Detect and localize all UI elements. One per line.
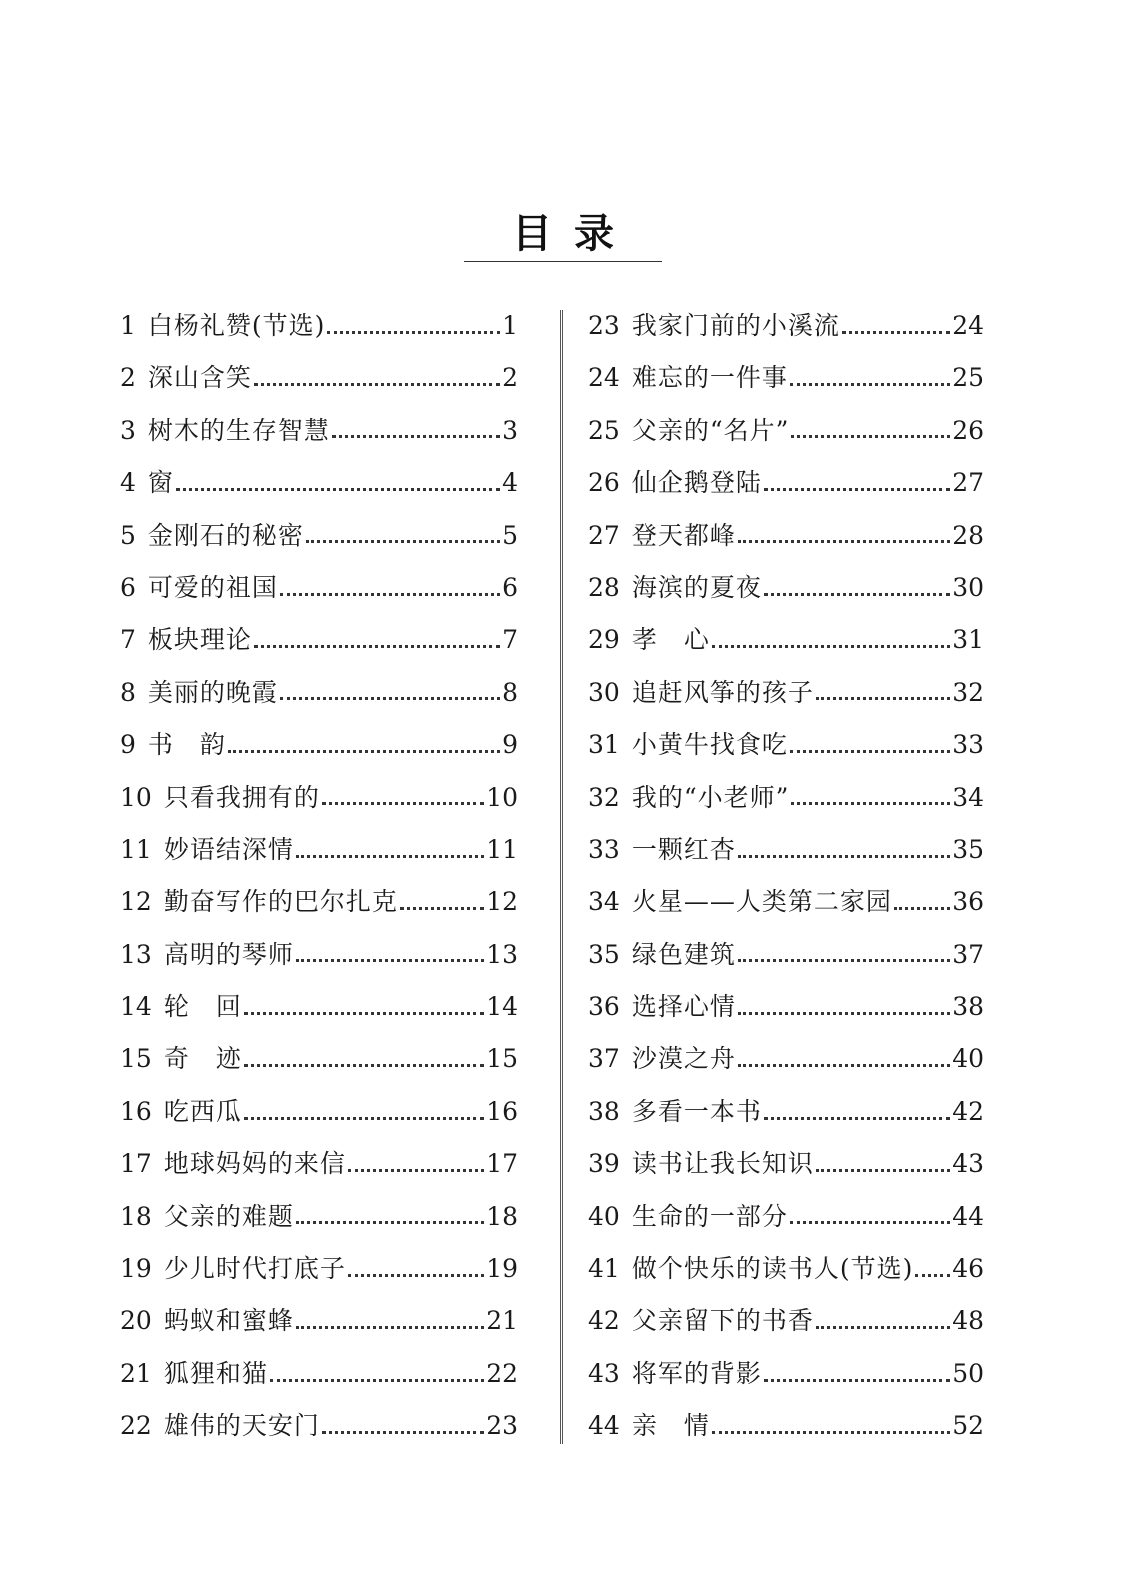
toc-entry-title: 奇 迹 — [163, 1044, 242, 1074]
toc-entry-number: 9 — [120, 730, 136, 760]
toc-entry-number: 36 — [588, 992, 620, 1022]
toc-entry-title: 书 韵 — [147, 730, 226, 760]
toc-entry-leader — [306, 540, 500, 543]
title-underline — [464, 261, 662, 262]
toc-entry-title: 金刚石的秘密 — [147, 520, 304, 550]
toc-entry-page: 5 — [502, 520, 518, 550]
toc-entry-number: 3 — [120, 415, 136, 445]
toc-entry-leader — [348, 1274, 484, 1277]
toc-entry[interactable] — [120, 457, 518, 509]
toc-entry-title: 可爱的祖国 — [147, 572, 278, 602]
toc-entry-number: 32 — [588, 782, 620, 812]
toc-entry-number: 5 — [120, 520, 136, 550]
toc-entry-page: 13 — [486, 939, 518, 969]
toc-entry-number: 7 — [120, 625, 136, 655]
toc-entry-page: 26 — [952, 415, 984, 445]
toc-entry-leader — [332, 435, 500, 438]
toc-entry-leader — [790, 383, 950, 386]
toc-entry[interactable] — [588, 719, 984, 771]
toc-entry-page: 32 — [952, 677, 984, 707]
toc-entry-title: 登天都峰 — [631, 520, 736, 550]
toc-entry-leader — [915, 1274, 950, 1277]
toc-entry-title: 父亲留下的书香 — [631, 1306, 814, 1336]
toc-entry-leader — [816, 697, 950, 700]
column-divider — [560, 310, 563, 1444]
toc-entry-title: 多看一本书 — [631, 1096, 762, 1126]
toc-entry-leader — [244, 1012, 484, 1015]
toc-entry[interactable] — [120, 300, 518, 352]
toc-entry[interactable] — [588, 1243, 984, 1295]
page-title: 目录 — [512, 210, 636, 257]
toc-entry-page: 36 — [952, 887, 984, 917]
toc-entry-title: 我家门前的小溪流 — [631, 311, 840, 340]
toc-entry-page: 2 — [502, 363, 518, 393]
toc-entry-title: 读书让我长知识 — [631, 1149, 814, 1179]
toc-entry-title: 选择心情 — [631, 992, 736, 1022]
toc-entry[interactable] — [588, 1086, 984, 1138]
toc-entry-title: 吃西瓜 — [163, 1096, 242, 1126]
toc-column-right — [588, 300, 984, 1453]
toc-entry-page: 17 — [486, 1149, 518, 1179]
toc-entry-number: 19 — [120, 1254, 152, 1284]
toc-entry-leader — [764, 1379, 950, 1382]
toc-entry[interactable] — [588, 1033, 984, 1085]
toc-entry-page: 12 — [486, 887, 518, 917]
toc-entry-title: 蚂蚁和蜜蜂 — [163, 1306, 294, 1336]
toc-entry-title: 板块理论 — [147, 625, 252, 655]
toc-entry-leader — [296, 1326, 484, 1329]
toc-entry-title: 追赶风筝的孩子 — [631, 677, 814, 707]
toc-entry-number: 37 — [588, 1044, 620, 1074]
toc-entry-page: 22 — [486, 1358, 518, 1388]
toc-entry-title: 亲 情 — [631, 1411, 710, 1441]
toc-entry-page: 38 — [952, 992, 984, 1022]
toc-entry-number: 28 — [588, 572, 620, 602]
toc-entry-leader — [790, 1221, 950, 1224]
toc-entry-title: 深山含笑 — [147, 363, 252, 393]
toc-entry-leader — [296, 855, 484, 858]
toc-entry-page: 37 — [952, 939, 984, 969]
toc-entry[interactable] — [120, 667, 518, 719]
toc-entry-number: 30 — [588, 677, 620, 707]
toc-entry[interactable] — [120, 772, 518, 824]
toc-entry-leader — [244, 1064, 484, 1067]
toc-entry-number: 29 — [588, 625, 620, 655]
toc-entry-number: 18 — [120, 1201, 152, 1231]
toc-entry[interactable] — [120, 1295, 518, 1347]
toc-entry-leader — [791, 435, 950, 438]
toc-entry-number: 39 — [588, 1149, 620, 1179]
toc-entry-page: 19 — [486, 1254, 518, 1284]
toc-entry-title: 树木的生存智慧 — [147, 415, 330, 445]
toc-entry[interactable] — [120, 1086, 518, 1138]
toc-entry-page: 34 — [952, 782, 984, 812]
toc-entry-leader — [322, 802, 484, 805]
toc-entry-page: 31 — [952, 625, 984, 655]
toc-entry[interactable] — [588, 1295, 984, 1347]
toc-entry-leader — [348, 1169, 484, 1172]
toc-entry[interactable] — [588, 929, 984, 981]
toc-entry-title: 将军的背影 — [631, 1358, 762, 1388]
toc-entry-leader — [816, 1326, 950, 1329]
toc-entry-page: 23 — [486, 1411, 518, 1441]
toc-entry-page: 1 — [502, 311, 518, 340]
toc-entry[interactable] — [120, 352, 518, 404]
toc-entry-leader — [791, 802, 950, 805]
toc-entry[interactable] — [120, 929, 518, 981]
toc-entry-page: 42 — [952, 1096, 984, 1126]
toc-entry-number: 42 — [588, 1306, 620, 1336]
toc-entry-page: 50 — [952, 1358, 984, 1388]
toc-entry-number: 41 — [588, 1254, 620, 1284]
toc-entry-page: 21 — [486, 1306, 518, 1336]
toc-entry-title: 难忘的一件事 — [631, 363, 788, 393]
toc-entry-title: 勤奋写作的巴尔扎克 — [163, 887, 398, 917]
toc-entry-page: 16 — [486, 1096, 518, 1126]
toc-entry-title: 雄伟的天安门 — [163, 1411, 320, 1441]
toc-entry-page: 52 — [952, 1411, 984, 1441]
toc-entry[interactable] — [588, 772, 984, 824]
toc-entry-leader — [244, 1117, 484, 1120]
toc-entry-title: 高明的琴师 — [163, 939, 294, 969]
toc-entry-leader — [790, 750, 950, 753]
toc-entry-leader — [712, 645, 950, 648]
toc-entry-page: 7 — [502, 625, 518, 655]
toc-entry[interactable] — [588, 457, 984, 509]
toc-entry[interactable] — [588, 562, 984, 614]
toc-entry-number: 34 — [588, 887, 620, 917]
toc-entry-leader — [254, 383, 500, 386]
toc-entry-title: 火星——人类第二家园 — [631, 887, 892, 917]
toc-entry-number: 25 — [588, 415, 620, 445]
toc-entry-page: 27 — [952, 468, 984, 498]
toc-entry-page: 9 — [502, 730, 518, 760]
toc-entry-title: 轮 回 — [163, 992, 242, 1022]
toc-entry-title: 美丽的晚霞 — [147, 677, 278, 707]
toc-entry-page: 28 — [952, 520, 984, 550]
toc-entry[interactable] — [120, 876, 518, 928]
toc-entry[interactable] — [120, 719, 518, 771]
toc-entry-title: 狐狸和猫 — [163, 1358, 268, 1388]
toc-entry-number: 22 — [120, 1411, 152, 1441]
toc-entry-title: 只看我拥有的 — [163, 782, 320, 812]
toc-entry-title: 一颗红杏 — [631, 834, 736, 864]
toc-entry-leader — [228, 750, 500, 753]
toc-entry-page: 15 — [486, 1044, 518, 1074]
toc-entry-page: 24 — [952, 311, 984, 340]
toc-entry-number: 8 — [120, 677, 136, 707]
toc-entry-title: 绿色建筑 — [631, 939, 736, 969]
toc-entry-number: 12 — [120, 887, 152, 917]
toc-entry-leader — [322, 1431, 484, 1434]
toc-entry-page: 40 — [952, 1044, 984, 1074]
toc-entry-page: 30 — [952, 572, 984, 602]
toc-entry-number: 40 — [588, 1201, 620, 1231]
toc-entry[interactable] — [588, 876, 984, 928]
toc-entry-number: 23 — [588, 311, 620, 340]
toc-entry-leader — [280, 697, 500, 700]
toc-entry-number: 43 — [588, 1358, 620, 1388]
toc-entry-title: 生命的一部分 — [631, 1201, 788, 1231]
toc-entry-leader — [712, 1431, 950, 1434]
toc-entry-number: 44 — [588, 1411, 620, 1441]
toc-entry-leader — [764, 593, 950, 596]
toc-entry-title: 父亲的“名片” — [631, 415, 790, 445]
toc-entry-page: 8 — [502, 677, 518, 707]
toc-entry-page: 44 — [952, 1201, 984, 1231]
toc-entry-number: 21 — [120, 1358, 152, 1388]
toc-entry[interactable] — [588, 300, 984, 352]
toc-entry-title: 白杨礼赞(节选) — [147, 311, 326, 340]
toc-entry-number: 16 — [120, 1096, 152, 1126]
toc-entry-number: 31 — [588, 730, 620, 760]
toc-entry[interactable] — [120, 824, 518, 876]
toc-entry-number: 6 — [120, 572, 136, 602]
toc-entry[interactable] — [588, 981, 984, 1033]
toc-entry-title: 沙漠之舟 — [631, 1044, 736, 1074]
toc-entry[interactable] — [588, 352, 984, 404]
toc-entry-page: 11 — [486, 834, 518, 864]
toc-entry[interactable] — [120, 1348, 518, 1400]
toc-entry-page: 33 — [952, 730, 984, 760]
toc-entry-leader — [738, 959, 950, 962]
toc-entry[interactable] — [120, 614, 518, 666]
toc-entry-leader — [764, 488, 950, 491]
toc-entry-number: 4 — [120, 468, 136, 498]
toc-entry-number: 27 — [588, 520, 620, 550]
toc-entry-title: 海滨的夏夜 — [631, 572, 762, 602]
toc-entry-title: 地球妈妈的来信 — [163, 1149, 346, 1179]
toc-entry[interactable] — [588, 1191, 984, 1243]
toc-entry-title: 少儿时代打底子 — [163, 1254, 346, 1284]
toc-entry-title: 孝 心 — [631, 625, 710, 655]
toc-entry[interactable] — [588, 1348, 984, 1400]
toc-entry[interactable] — [120, 562, 518, 614]
toc-entry[interactable] — [120, 981, 518, 1033]
toc-entry[interactable] — [588, 614, 984, 666]
toc-entry-number: 17 — [120, 1149, 152, 1179]
toc-entry-leader — [296, 1221, 484, 1224]
toc-entry[interactable] — [120, 1400, 518, 1452]
toc-entry-number: 11 — [120, 834, 152, 864]
toc-entry[interactable] — [588, 1400, 984, 1452]
toc-entry-leader — [738, 540, 950, 543]
toc-entry[interactable] — [120, 1191, 518, 1243]
toc-entry[interactable] — [120, 1243, 518, 1295]
toc-entry-leader — [816, 1169, 950, 1172]
toc-entry[interactable] — [588, 405, 984, 457]
toc-entry-title: 仙企鹅登陆 — [631, 468, 762, 498]
toc-entry-page: 35 — [952, 834, 984, 864]
toc-entry-leader — [738, 1012, 950, 1015]
toc-entry[interactable] — [120, 405, 518, 457]
toc-entry-number: 38 — [588, 1096, 620, 1126]
toc-entry-leader — [842, 331, 950, 334]
toc-entry-page: 14 — [486, 992, 518, 1022]
toc-entry-page: 4 — [502, 468, 518, 498]
toc-entry-page: 46 — [952, 1254, 984, 1284]
toc-entry-title: 窗 — [147, 468, 174, 498]
toc-entry[interactable] — [588, 1138, 984, 1190]
toc-entry-leader — [327, 331, 500, 334]
toc-entry-number: 35 — [588, 939, 620, 969]
toc-entry-number: 2 — [120, 363, 136, 393]
toc-entry[interactable] — [588, 667, 984, 719]
toc-entry-number: 15 — [120, 1044, 152, 1074]
toc-entry-leader — [176, 488, 500, 491]
toc-entry-leader — [296, 959, 484, 962]
toc-heading — [464, 208, 662, 262]
toc-entry[interactable] — [588, 824, 984, 876]
toc-entry-page: 6 — [502, 572, 518, 602]
toc-entry-page: 10 — [486, 782, 518, 812]
toc-entry-title: 小黄牛找食吃 — [631, 730, 788, 760]
toc-entry[interactable] — [120, 1033, 518, 1085]
toc-entry-leader — [894, 907, 950, 910]
toc-entry-number: 33 — [588, 834, 620, 864]
toc-entry-leader — [400, 907, 484, 910]
toc-entry-leader — [738, 1064, 950, 1067]
toc-entry-leader — [270, 1379, 484, 1382]
toc-entry-leader — [280, 593, 500, 596]
toc-entry[interactable] — [120, 1138, 518, 1190]
toc-entry-title: 妙语结深情 — [163, 834, 294, 864]
toc-entry-leader — [254, 645, 500, 648]
toc-entry-number: 24 — [588, 363, 620, 393]
toc-entry-number: 1 — [120, 311, 136, 340]
toc-entry-number: 13 — [120, 939, 152, 969]
toc-entry-page: 25 — [952, 363, 984, 393]
toc-entry-number: 14 — [120, 992, 152, 1022]
toc-entry-page: 3 — [502, 415, 518, 445]
toc-entry-number: 26 — [588, 468, 620, 498]
toc-entry-number: 20 — [120, 1306, 152, 1336]
toc-entry-page: 48 — [952, 1306, 984, 1336]
toc-entry-leader — [764, 1117, 950, 1120]
toc-entry[interactable] — [120, 510, 518, 562]
toc-entry-title: 我的“小老师” — [631, 782, 790, 812]
toc-entry-title: 父亲的难题 — [163, 1201, 294, 1231]
toc-entry-page: 43 — [952, 1149, 984, 1179]
toc-entry[interactable] — [588, 510, 984, 562]
toc-column-left — [120, 300, 518, 1453]
toc-entry-title: 做个快乐的读书人(节选) — [631, 1254, 914, 1284]
toc-entry-leader — [738, 855, 950, 858]
toc-entry-page: 18 — [486, 1201, 518, 1231]
toc-entry-number: 10 — [120, 782, 152, 812]
